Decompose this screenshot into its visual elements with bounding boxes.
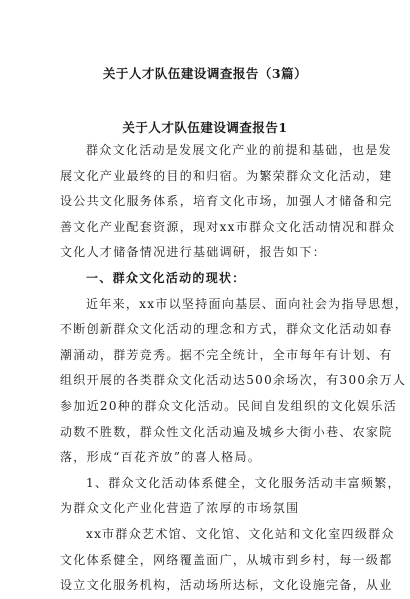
heading-current-status: 一、群众文化活动的现状：	[86, 270, 246, 285]
intro-line: 善文化产业配套资源，现对xx市群众文化活动情况和群众	[60, 219, 396, 234]
paragraph-line: 设立文化服务机构，活动场所达标，文化设施完备，从业	[60, 578, 393, 593]
intro-line: 文化人才储备情况进行基础调研，报告如下：	[60, 245, 327, 260]
document-body	[60, 138, 409, 599]
intro-line: 群众文化活动是发展文化产业的前提和基础，也是发	[86, 143, 392, 157]
paragraph-line: 不断创新群众文化活动的理念和方式，群众文化活动如春	[60, 322, 393, 337]
subheading-line: 1、群众文化活动体系健全，文化服务活动丰富频繁，	[86, 475, 401, 490]
subheading-line: 为群众文化产业化营造了浓厚的市场氛围	[60, 501, 300, 516]
paragraph-line: 潮涌动，群芳竞秀。据不完全统计，全市每年有计划、有	[60, 347, 393, 362]
document-title: 关于人才队伍建设调查报告（3篇）	[102, 66, 308, 81]
paragraph-line: xx市群众艺术馆、文化馆、文化站和文化室四级群众	[86, 526, 395, 541]
intro-line: 展文化产业最终的目的和归宿。为繁荣群众文化活动，建	[60, 168, 393, 183]
paragraph-line: 近年来，xx市以坚持面向基层、面向社会为指导思想，	[86, 296, 409, 311]
paragraph-line: 组织开展的各类群众文化活动达500余场次，有300余万人	[60, 373, 407, 388]
intro-line: 设公共文化服务体系，培育文化市场，加强人才储备和完	[60, 194, 393, 209]
paragraph-line: 参加近20种的群众文化活动。民间自发组织的文化娱乐活	[60, 398, 398, 413]
section-title: 关于人才队伍建设调查报告1	[122, 120, 288, 135]
paragraph-line: 动数不胜数，群众性文化活动遍及城乡大街小巷、农家院	[60, 424, 393, 439]
paragraph-line: 文化体系健全，网络覆盖面广，从城市到乡村，每一级都	[60, 552, 393, 567]
paragraph-line: 落，形成“百花齐放”的喜人格局。	[60, 450, 262, 465]
